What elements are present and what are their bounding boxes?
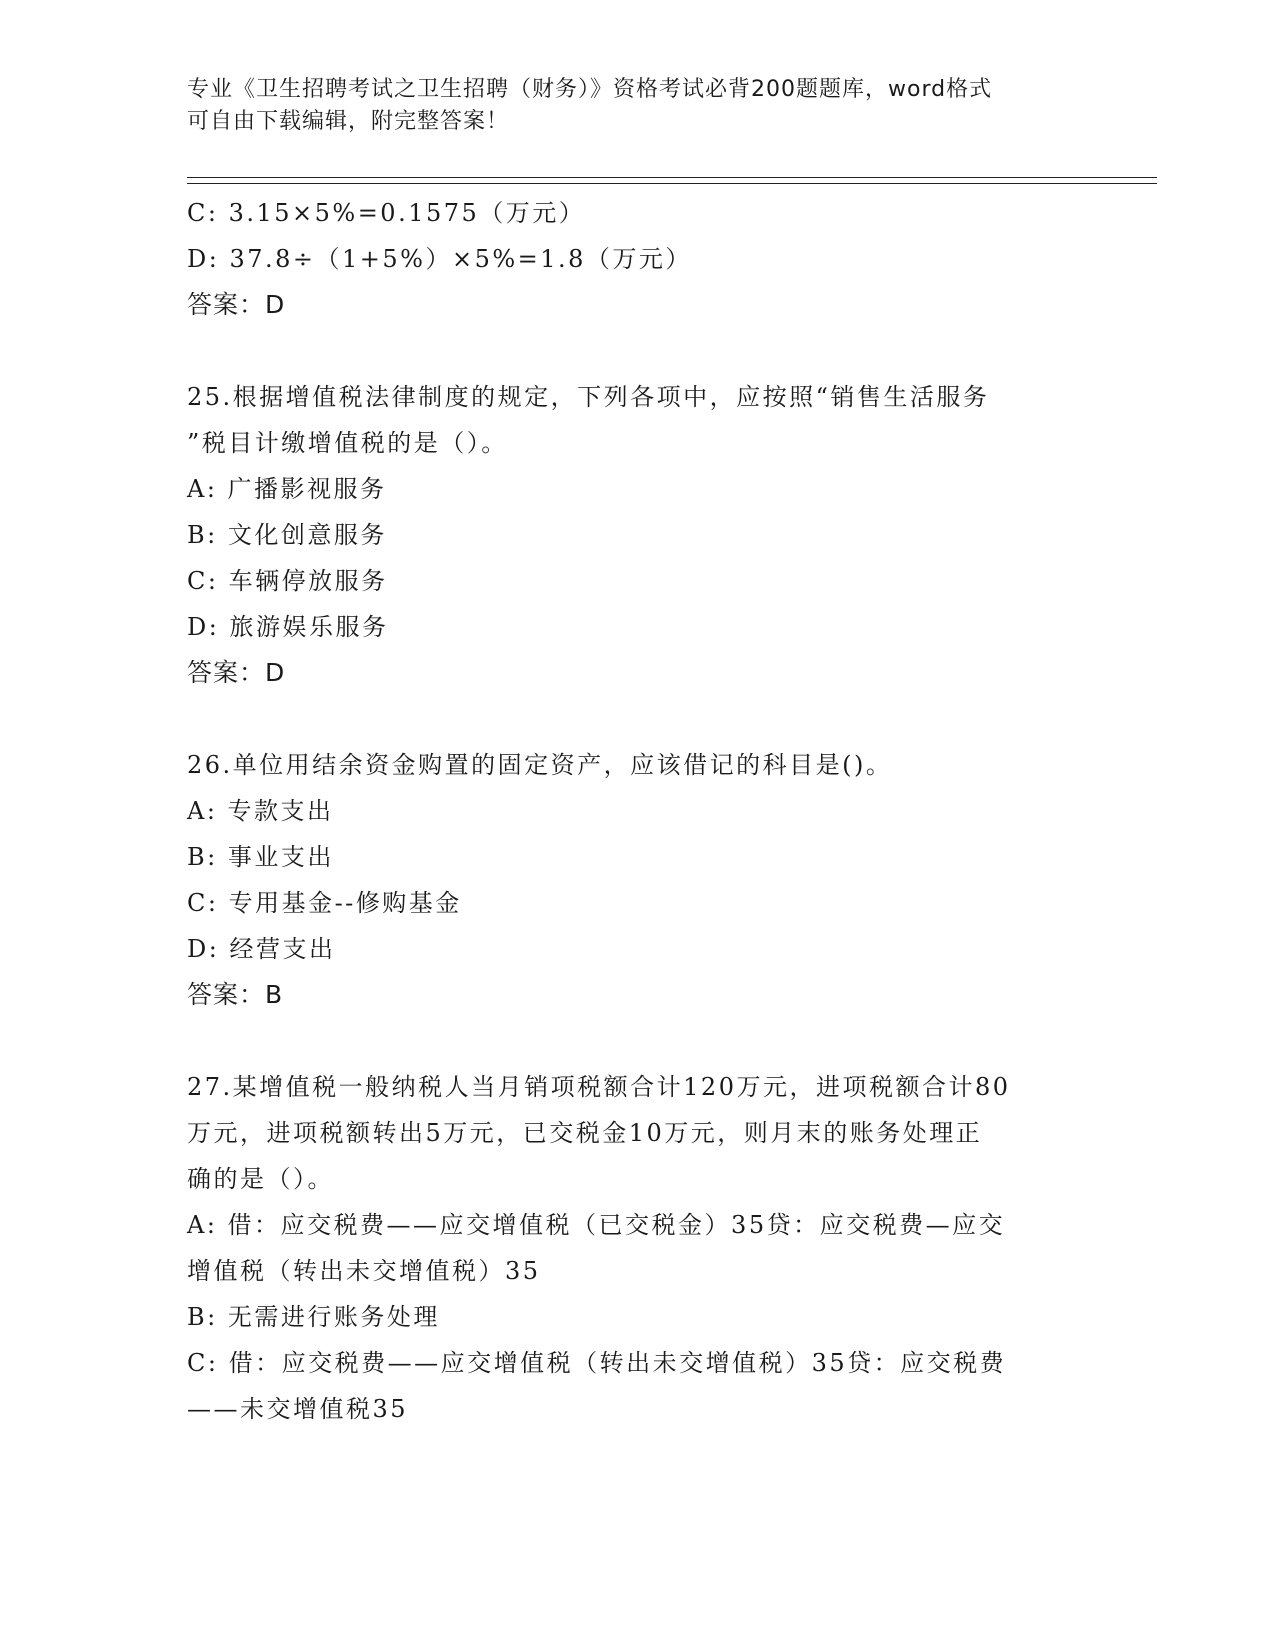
question-24-tail bbox=[187, 190, 1087, 328]
question-26-option-b: B: 事业支出 bbox=[187, 843, 334, 871]
question-27-stem-line-2: 万元，进项税额转出5万元，已交税金10万元，则月末的账务处理正 bbox=[187, 1119, 983, 1147]
question-27-stem-line-1: 27.某增值税一般纳税人当月销项税额合计120万元，进项税额合计80 bbox=[187, 1073, 1011, 1101]
question-24-option-c: C: 3.15×5%=0.1575（万元） bbox=[187, 199, 586, 227]
question-24-answer: 答案：D bbox=[187, 290, 286, 319]
question-26-option-d: D: 经营支出 bbox=[187, 935, 336, 963]
question-25-option-a: A: 广播影视服务 bbox=[187, 475, 387, 503]
spacer bbox=[187, 696, 1087, 742]
question-25-option-d: D: 旅游娱乐服务 bbox=[187, 613, 389, 641]
question-26-stem-line-1: 26.单位用结余资金购置的固定资产，应该借记的科目是()。 bbox=[187, 751, 893, 779]
spacer bbox=[187, 328, 1087, 374]
question-27-option-a-line-2: 增值税（转出未交增值税）35 bbox=[187, 1257, 541, 1285]
question-25-stem-line-1: 25.根据增值税法律制度的规定，下列各项中，应按照“销售生活服务 bbox=[187, 383, 990, 411]
question-25 bbox=[187, 374, 1087, 696]
question-27-option-c-line-1: C: 借：应交税费——应交增值税（转出未交增值税）35贷：应交税费 bbox=[187, 1349, 1007, 1377]
question-25-option-c: C: 车辆停放服务 bbox=[187, 567, 388, 595]
header-divider-bottom bbox=[187, 183, 1157, 184]
question-25-option-b: B: 文化创意服务 bbox=[187, 521, 387, 549]
question-26-option-c: C: 专用基金--修购基金 bbox=[187, 889, 462, 917]
header-divider-top bbox=[187, 177, 1157, 178]
question-27 bbox=[187, 1064, 1087, 1432]
question-26 bbox=[187, 742, 1087, 1018]
question-24-option-d: D: 37.8÷（1+5%）×5%=1.8（万元） bbox=[187, 245, 692, 273]
question-27-option-b: B: 无需进行账务处理 bbox=[187, 1303, 440, 1331]
question-25-answer: 答案：D bbox=[187, 658, 286, 687]
document-header bbox=[187, 74, 1067, 138]
question-27-option-c-line-2: ——未交增值税35 bbox=[187, 1395, 409, 1423]
header-title-line-1: 专业《卫生招聘考试之卫生招聘（财务）》资格考试必背200题题库，word格式 bbox=[187, 77, 993, 102]
spacer bbox=[187, 1018, 1087, 1064]
question-25-stem-line-2: ”税目计缴增值税的是（）。 bbox=[187, 429, 508, 457]
header-title-line-2: 可自由下载编辑，附完整答案！ bbox=[187, 109, 510, 134]
question-26-option-a: A: 专款支出 bbox=[187, 797, 334, 825]
question-list bbox=[187, 190, 1087, 1432]
question-27-stem-line-3: 确的是（）。 bbox=[187, 1165, 334, 1193]
question-27-option-a-line-1: A: 借：应交税费——应交增值税（已交税金）35贷：应交税费—应交 bbox=[187, 1211, 1006, 1239]
question-26-answer: 答案：B bbox=[187, 980, 284, 1009]
